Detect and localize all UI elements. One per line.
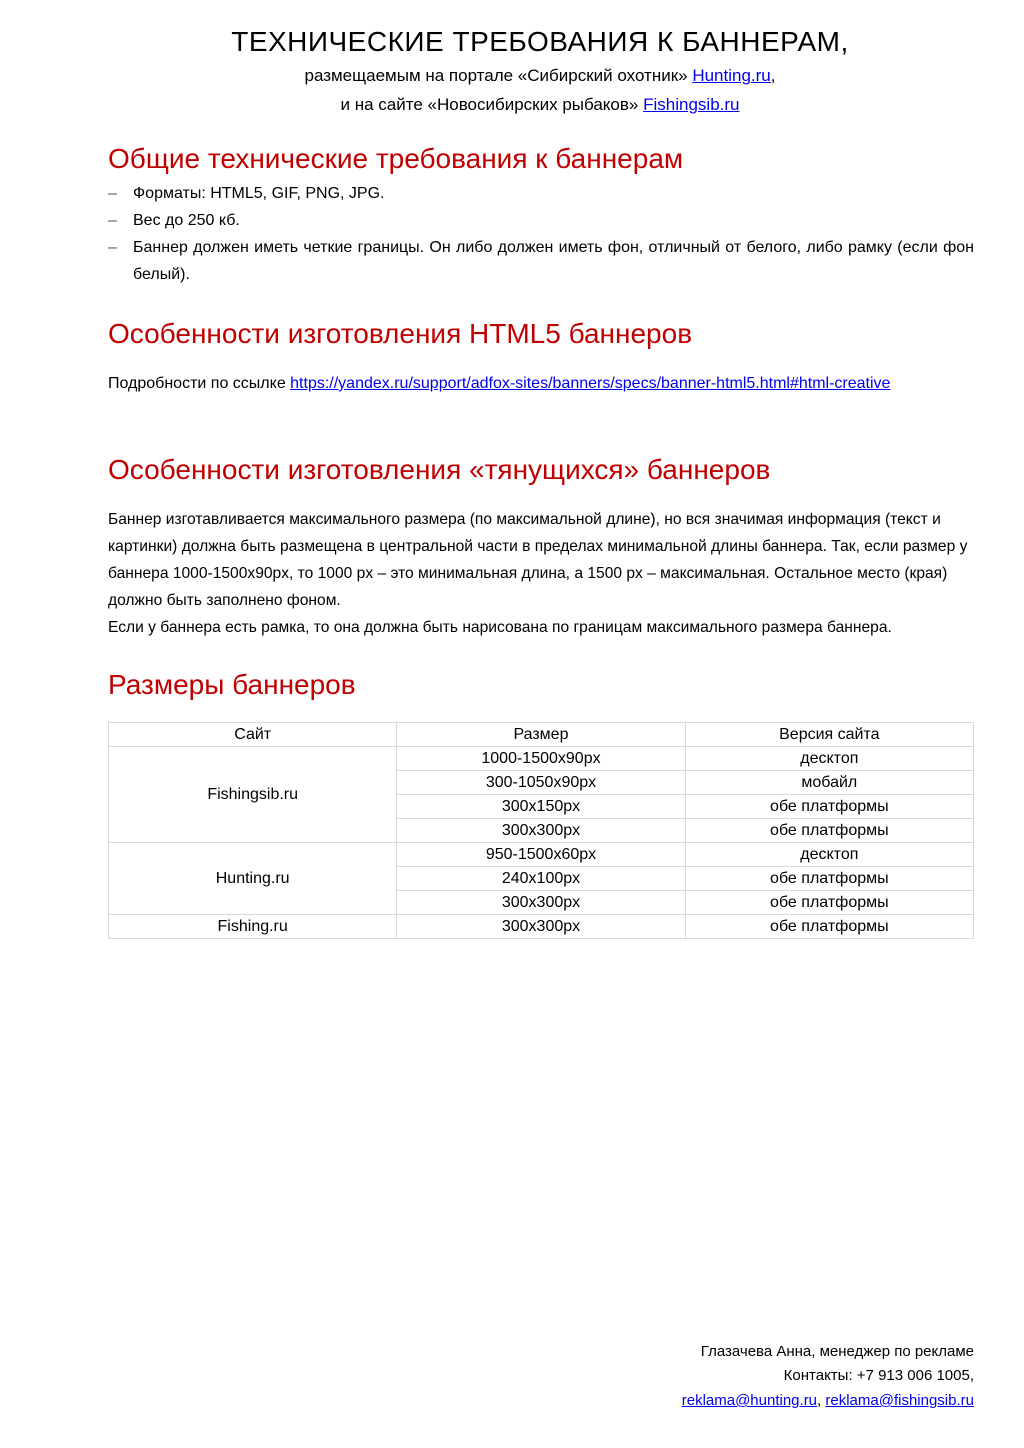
- dash-bullet: –: [108, 185, 117, 202]
- email-fishingsib-link[interactable]: reklama@fishingsib.ru: [825, 1392, 974, 1409]
- general-requirements: [108, 180, 974, 288]
- hunting-link[interactable]: Hunting.ru: [692, 66, 771, 85]
- list-item-text: Форматы: HTML5, GIF, PNG, JPG.: [133, 185, 385, 202]
- version-cell: обе платформы: [685, 891, 973, 915]
- email-separator: ,: [817, 1392, 826, 1409]
- html5-details-text: Подробности по ссылке: [108, 375, 291, 392]
- stretch-paragraph-2: Если у баннера есть рамка, то она должна быть нарисована по границам максимального размера баннера.: [108, 619, 892, 636]
- version-cell: обе платформы: [685, 867, 973, 891]
- section-stretch-heading: Особенности изготовления «тянущихся» баннеров: [108, 454, 771, 485]
- site-cell-hunting: Hunting.ru: [109, 843, 397, 915]
- size-cell: 300х300px: [397, 915, 685, 939]
- footer-contacts: Контакты: +7 913 006 1005,: [783, 1367, 974, 1384]
- subtitle-line-1: [0, 66, 1024, 86]
- document-title: ТЕХНИЧЕСКИЕ ТРЕБОВАНИЯ К БАННЕРАМ,: [231, 26, 849, 57]
- requirements-list: [108, 180, 974, 288]
- dash-bullet: –: [108, 212, 117, 229]
- list-item: [108, 234, 974, 288]
- stretch-description: [108, 506, 974, 641]
- site-cell-fishingsib: Fishingsib.ru: [109, 747, 397, 843]
- column-header-version: Версия сайта: [685, 723, 973, 747]
- version-cell: мобайл: [685, 771, 973, 795]
- stretch-paragraph-1: Баннер изготавливается максимального размера (по максимальной длине), но вся значимая информация (текст и картинки) должна быть размещена в центральной части в пределах минимальной длины баннера. Так, если размер у баннера 1000-1500х90px, то 1000 px – это минимальная длина, а 1500 px – максимальная. Остальное место (края) должно быть заполнено фоном.: [108, 511, 968, 609]
- version-cell: обе платформы: [685, 795, 973, 819]
- list-item: [108, 207, 974, 234]
- subtitle-line-1-text: размещаемым на портале «Сибирский охотник»: [304, 66, 693, 85]
- footer-emails: [682, 1392, 974, 1409]
- size-cell: 950-1500х60px: [397, 843, 685, 867]
- table-row: [109, 747, 974, 771]
- size-cell: 300х150px: [397, 795, 685, 819]
- size-cell: 300-1050х90px: [397, 771, 685, 795]
- email-hunting-link[interactable]: reklama@hunting.ru: [681, 1392, 818, 1409]
- subtitle-line-2-text: и на сайте «Новосибирских рыбаков»: [340, 95, 644, 114]
- size-cell: 300х300px: [397, 891, 685, 915]
- version-cell: десктоп: [685, 843, 973, 867]
- section-general-heading: Общие технические требования к баннерам: [108, 143, 684, 174]
- table-row: [109, 843, 974, 867]
- column-header-site: Сайт: [109, 723, 397, 747]
- banner-sizes-table: [108, 722, 974, 939]
- table-header-row: [109, 723, 974, 747]
- dash-bullet: –: [108, 239, 117, 256]
- version-cell: обе платформы: [685, 819, 973, 843]
- footer-manager-name: Глазачева Анна, менеджер по рекламе: [700, 1343, 974, 1360]
- section-html5-heading: Особенности изготовления HTML5 баннеров: [108, 318, 693, 349]
- size-cell: 1000-1500х90px: [397, 747, 685, 771]
- subtitle-line-2: [0, 95, 1024, 115]
- version-cell: десктоп: [685, 747, 973, 771]
- fishingsib-link[interactable]: Fishingsib.ru: [643, 95, 740, 114]
- yandex-spec-link[interactable]: https://yandex.ru/support/adfox-sites/banners/specs/banner-html5.html#html-creative: [290, 375, 891, 392]
- list-item-text: Вес до 250 кб.: [133, 212, 240, 229]
- size-cell: 300х300px: [397, 819, 685, 843]
- column-header-size: Размер: [397, 723, 685, 747]
- list-item-text: Баннер должен иметь четкие границы. Он либо должен иметь фон, отличный от белого, либо рамку (если фон белый).: [133, 239, 974, 283]
- version-cell: обе платформы: [685, 915, 973, 939]
- site-cell-fishing: Fishing.ru: [109, 915, 397, 939]
- subtitle-line-1-end: ,: [770, 66, 776, 85]
- table-row: [109, 915, 974, 939]
- section-sizes-heading: Размеры баннеров: [108, 669, 356, 700]
- list-item: [108, 180, 974, 207]
- size-cell: 240х100px: [397, 867, 685, 891]
- html5-details: [108, 370, 974, 397]
